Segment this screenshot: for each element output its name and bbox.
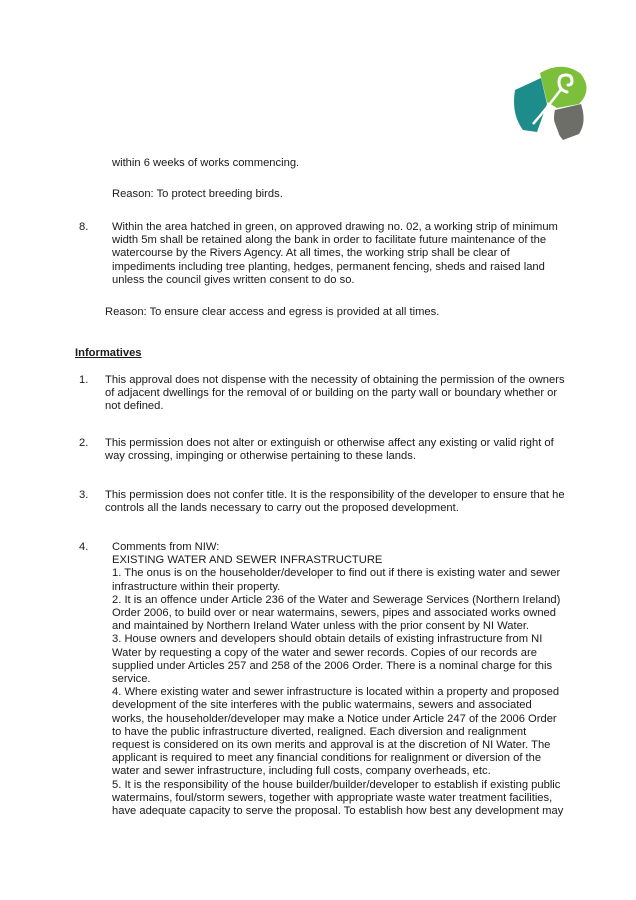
condition-8-reason: Reason: To ensure clear access and egress is provided at all times.	[105, 306, 440, 318]
condition-8-number: 8.	[79, 221, 89, 233]
informative-3-number: 3.	[79, 489, 89, 501]
informative-1-text: This approval does not dispense with the necessity of obtaining the permission of the owners of adjacent dwellings for the removal of or building on the party wall or boundary whether or not defined.	[105, 374, 565, 413]
continued-reason: Reason: To protect breeding birds.	[112, 188, 283, 200]
informatives-heading: Informatives	[75, 347, 142, 359]
informative-1-number: 1.	[79, 374, 89, 386]
continued-text: within 6 weeks of works commencing.	[112, 157, 300, 169]
informative-2-number: 2.	[79, 437, 89, 449]
condition-8-text: Within the area hatched in green, on approved drawing no. 02, a working strip of minimum width 5m shall be retained along the bank in order to facilitate future maintenance of the watercourse by the Rivers Agency. At all times, the working strip shall be clear of impediments including tree planting, hedges, permanent fencing, sheds and raised land unless the council gives written consent to do so.	[112, 221, 558, 286]
council-logo-icon	[507, 64, 587, 142]
informative-4-text: Comments from NIW: EXISTING WATER AND SEWER INFRASTRUCTURE 1. The onus is on the householder/developer to find out if there is existing water and sewer infrastructure within their property. 2. It is an offence under Article 236 of the Water and Sewerage Services (Northern Ireland) Order 2006, to build over or near watermains, sewers, pipes and associated works owned and maintained by Northern Ireland Water unless with the prior consent by NI Water. 3. House owners and developers should obtain details of existing infrastructure from NI Water by requesting a copy of the water and sewer records. Copies of our records are supplied under Articles 257 and 258 of the 2006 Order. There is a nominal charge for this service. 4. Where existing water and sewer infrastructure is located within a property and proposed development of the site interferes with the public watermains, sewers and associated works, the householder/developer may make a Notice under Article 247 of the 2006 Order to have the public infrastructure diverted, realigned. Each diversion and realignment request is considered on its own merits and approval is at the discretion of NI Water. The applicant is required to meet any financial conditions for realignment or diversion of the water and sewer infrastructure, including full costs, company overheads, etc. 5. It is the responsibility of the house builder/builder/developer to establish if existing public watermains, foul/storm sewers, together with appropriate waste water treatment facilities, have adequate capacity to serve the proposal. To establish how best any development may	[112, 541, 564, 818]
informative-4-number: 4.	[79, 541, 89, 553]
informative-3-text: This permission does not confer title. It is the responsibility of the developer to ensure that he controls all the lands necessary to carry out the proposed development.	[105, 489, 565, 515]
informative-2-text: This permission does not alter or extinguish or otherwise affect any existing or valid right of way crossing, impinging or otherwise pertaining to these lands.	[105, 437, 554, 463]
